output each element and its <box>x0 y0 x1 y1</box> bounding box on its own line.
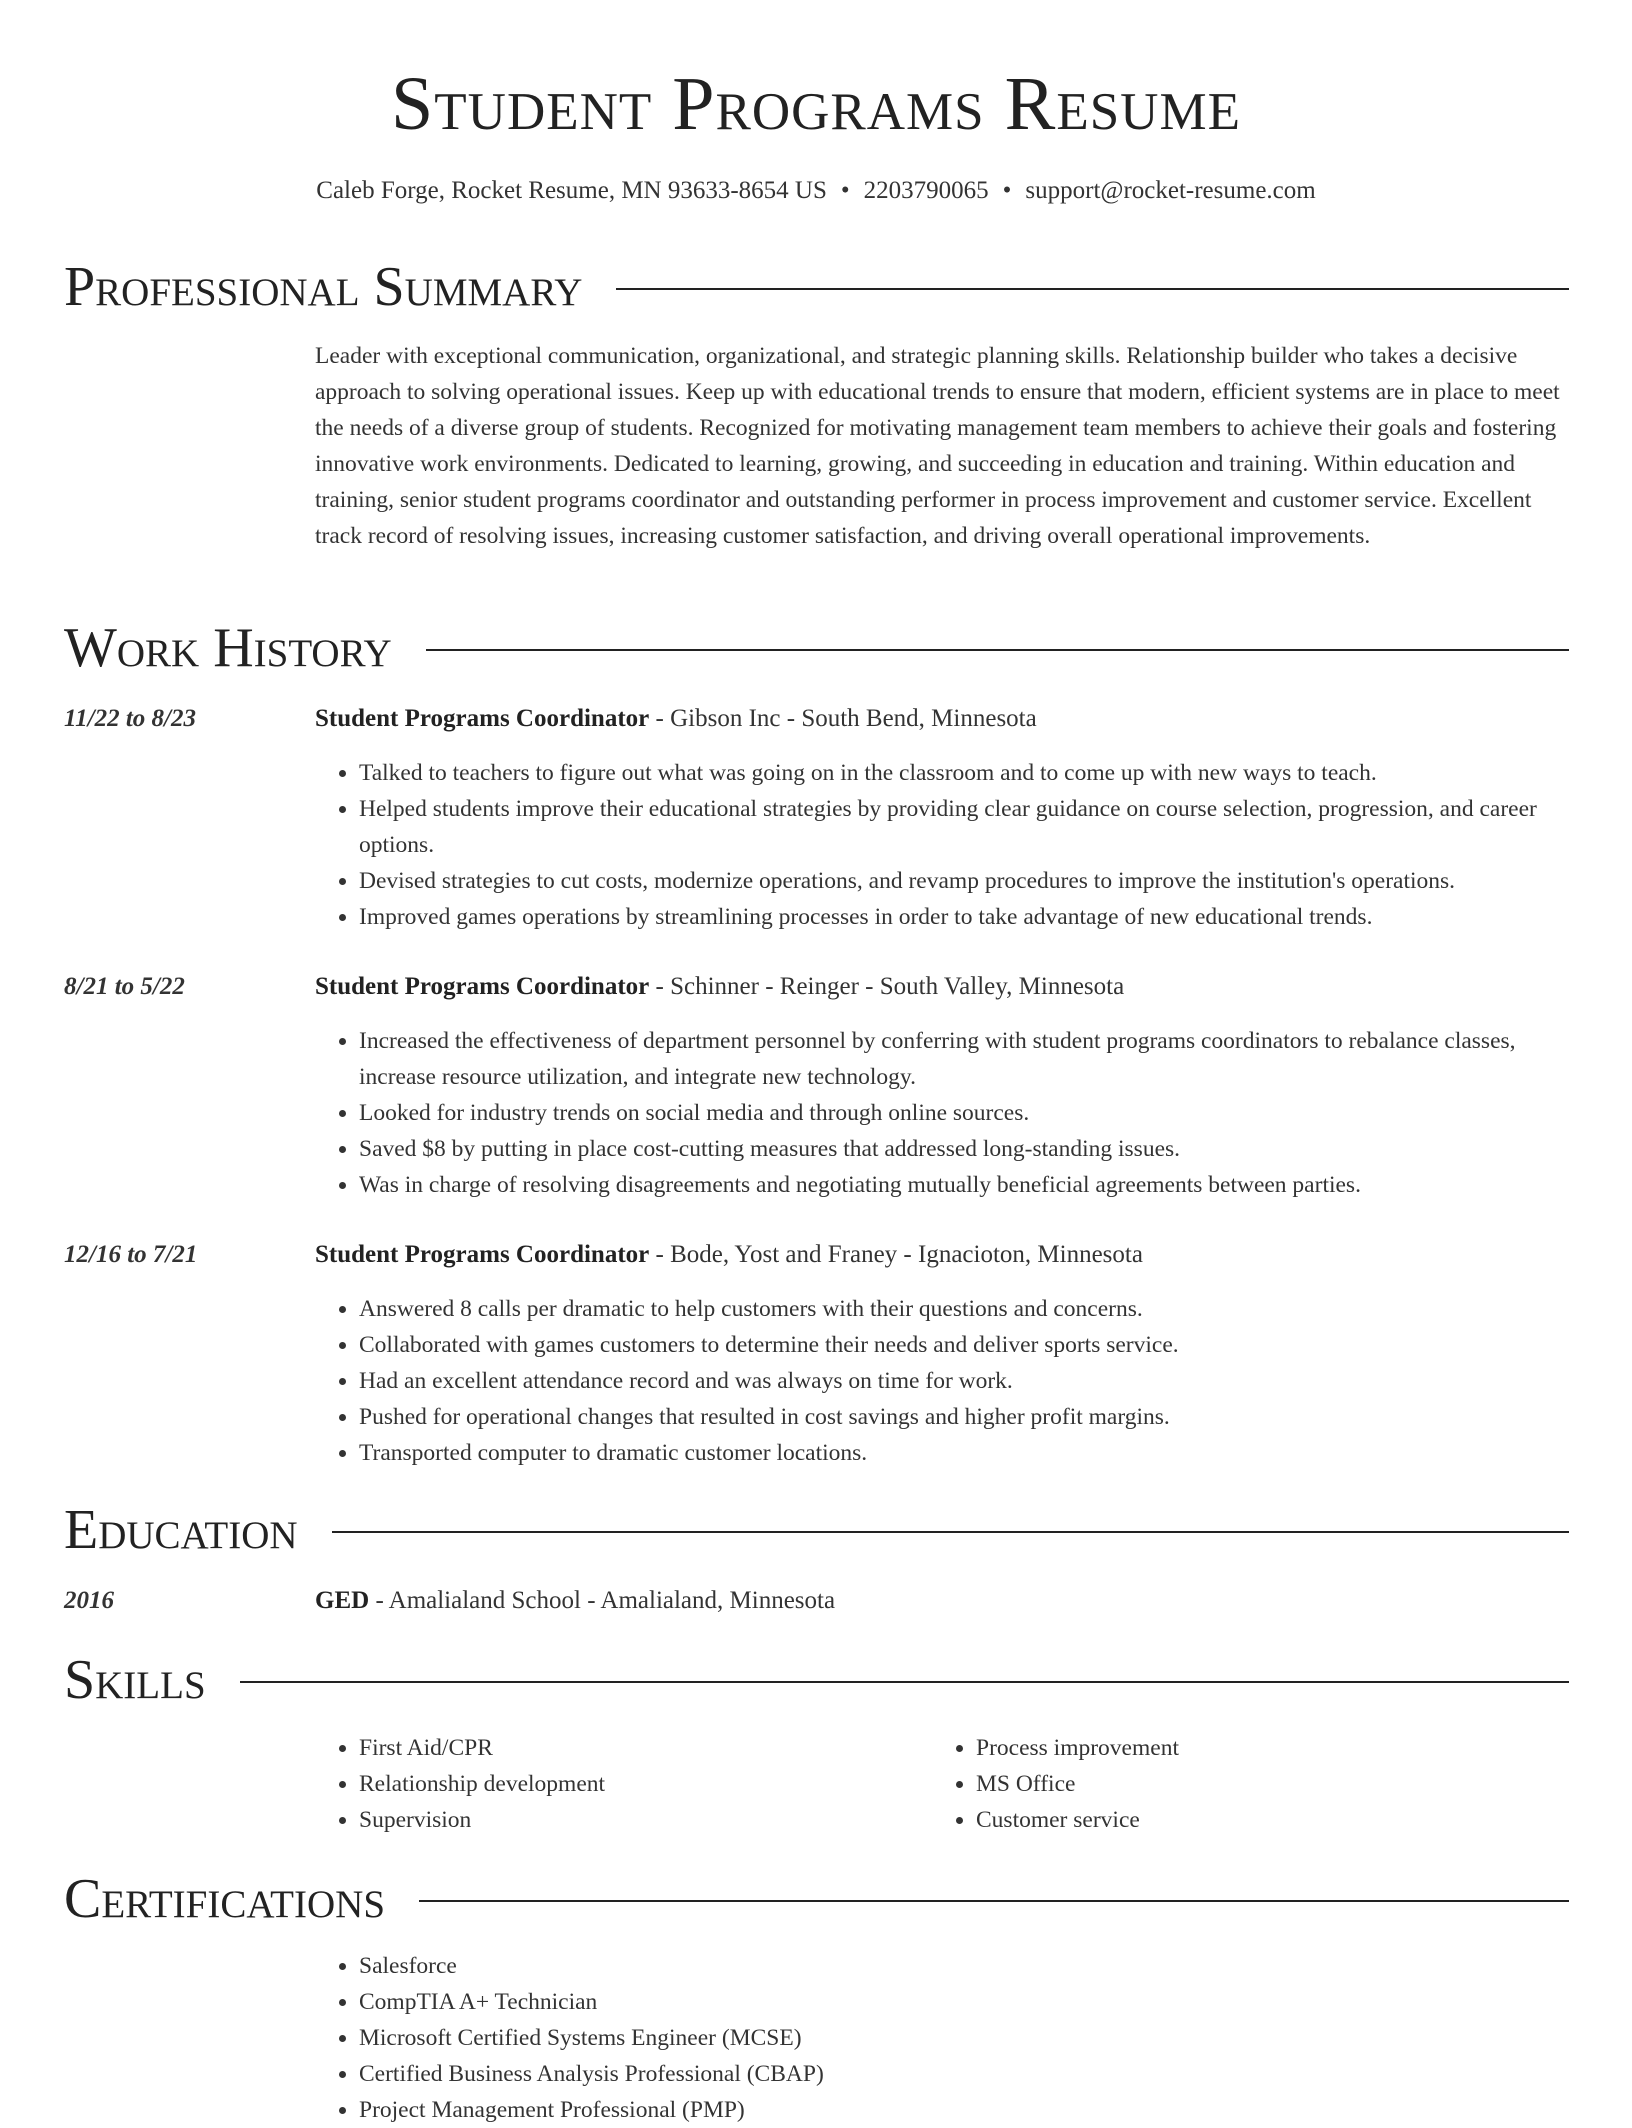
education-degree: GED <box>315 1587 370 1614</box>
certifications-section-header <box>64 1864 1569 1934</box>
job-bullet: • Devised strategies to cut costs, modernize operations, and revamp procedures to improve the institution's operations. <box>359 863 1569 899</box>
work-history-section-header <box>64 613 1569 683</box>
job-bullet: • Saved $8 by putting in place cost-cutting measures that addressed long-standing issues. <box>359 1131 1569 1167</box>
job-title: Student Programs Coordinator <box>315 705 650 732</box>
job-dates: 12/16 to 7/21 <box>64 1241 198 1268</box>
job-heading <box>315 1237 1143 1273</box>
job-bullet: • Talked to teachers to figure out what was going on in the classroom and to come up with new ways to teach. <box>359 755 1569 791</box>
section-divider <box>616 288 1569 290</box>
job-bullet: • Answered 8 calls per dramatic to help customers with their questions and concerns. <box>359 1291 1569 1327</box>
contact-address: Caleb Forge, Rocket Resume, MN 93633-8654 US <box>316 177 827 204</box>
job-bullet: • Improved games operations by streamlining processes in order to take advantage of new educational trends. <box>359 899 1569 935</box>
summary-text: Leader with exceptional communication, organizational, and strategic planning skills. Relationship builder who takes a decisive approach to solving operational issues. Keep up with educational trends to ensure that modern, efficient systems are in place to meet the needs of a diverse group of students. Recognized for motivating management team members to achieve their goals and fostering innovative work environments. Dedicated to learning, growing, and succeeding in education and training. Within education and training, senior student programs coordinator and outstanding performer in process improvement and customer service. Excellent track record of resolving issues, increasing customer satisfaction, and driving overall operational improvements. <box>315 343 1560 549</box>
section-divider <box>419 1900 1569 1902</box>
section-divider <box>240 1681 1569 1683</box>
section-heading: Professional Summary <box>64 256 583 318</box>
job-employer: - Schinner - Reinger - South Valley, Minnesota <box>649 973 1125 1000</box>
job-bullet: • Collaborated with games customers to determine their needs and deliver sports service. <box>359 1327 1569 1363</box>
job-heading <box>315 969 1124 1005</box>
skills-section-header <box>64 1645 1569 1715</box>
job-dates: 8/21 to 5/22 <box>64 973 185 1000</box>
section-heading: Work History <box>64 617 392 679</box>
job-bullets <box>315 1291 1569 1471</box>
contact-email: support@rocket-resume.com <box>1025 177 1316 204</box>
job-bullet: • Was in charge of resolving disagreements and negotiating mutually beneficial agreements between parties. <box>359 1167 1569 1203</box>
education-section-header <box>64 1495 1569 1565</box>
job-bullet: • Had an excellent attendance record and was always on time for work. <box>359 1363 1569 1399</box>
education-school: - Amalialand School - Amalialand, Minnesota <box>369 1587 836 1614</box>
job-employer: - Bode, Yost and Franey - Ignacioton, Minnesota <box>649 1241 1143 1268</box>
contact-separator: • <box>1002 177 1012 204</box>
job-bullet: • Pushed for operational changes that resulted in cost savings and higher profit margins. <box>359 1399 1569 1435</box>
job-title: Student Programs Coordinator <box>315 973 650 1000</box>
skill-item: • MS Office <box>976 1766 1179 1802</box>
section-heading: Education <box>64 1499 298 1561</box>
job-employer: - Gibson Inc - South Bend, Minnesota <box>649 705 1037 732</box>
education-year: 2016 <box>64 1587 114 1614</box>
skills-list-right <box>932 1730 1179 1838</box>
job-dates: 11/22 to 8/23 <box>64 705 196 732</box>
certification-item: • Salesforce <box>359 1948 824 1984</box>
certification-item: • Project Management Professional (PMP) <box>359 2092 824 2128</box>
section-heading: Skills <box>64 1649 206 1711</box>
skill-item: • First Aid/CPR <box>359 1730 605 1766</box>
section-heading: Certifications <box>64 1868 386 1930</box>
skill-item: • Supervision <box>359 1802 605 1838</box>
education-heading <box>315 1583 835 1619</box>
certification-item: • Microsoft Certified Systems Engineer (MCSE) <box>359 2020 824 2056</box>
certifications-list <box>315 1948 824 2128</box>
section-divider <box>426 649 1569 651</box>
job-bullet: • Looked for industry trends on social media and through online sources. <box>359 1095 1569 1131</box>
skills-list-left <box>315 1730 605 1838</box>
contact-phone: 2203790065 <box>863 177 989 204</box>
resume-title: Student Programs Resume <box>391 62 1241 146</box>
skill-item: • Process improvement <box>976 1730 1179 1766</box>
skill-item: • Relationship development <box>359 1766 605 1802</box>
certification-item: • CompTIA A+ Technician <box>359 1984 824 2020</box>
contact-line <box>0 174 1632 208</box>
job-title: Student Programs Coordinator <box>315 1241 650 1268</box>
skill-item: • Customer service <box>976 1802 1179 1838</box>
contact-separator: • <box>840 177 850 204</box>
job-bullets <box>315 1023 1569 1203</box>
job-bullet: • Helped students improve their educational strategies by providing clear guidance on course selection, progression, and career options. <box>359 791 1569 863</box>
certification-item: • Certified Business Analysis Professional (CBAP) <box>359 2056 824 2092</box>
summary-section-header <box>64 252 1569 322</box>
job-bullet: • Increased the effectiveness of department personnel by conferring with student programs coordinators to rebalance classes, increase resource utilization, and integrate new technology. <box>359 1023 1569 1095</box>
job-bullet: • Transported computer to dramatic customer locations. <box>359 1435 1569 1471</box>
section-divider <box>332 1531 1569 1533</box>
job-bullets <box>315 755 1569 935</box>
job-heading <box>315 701 1037 737</box>
